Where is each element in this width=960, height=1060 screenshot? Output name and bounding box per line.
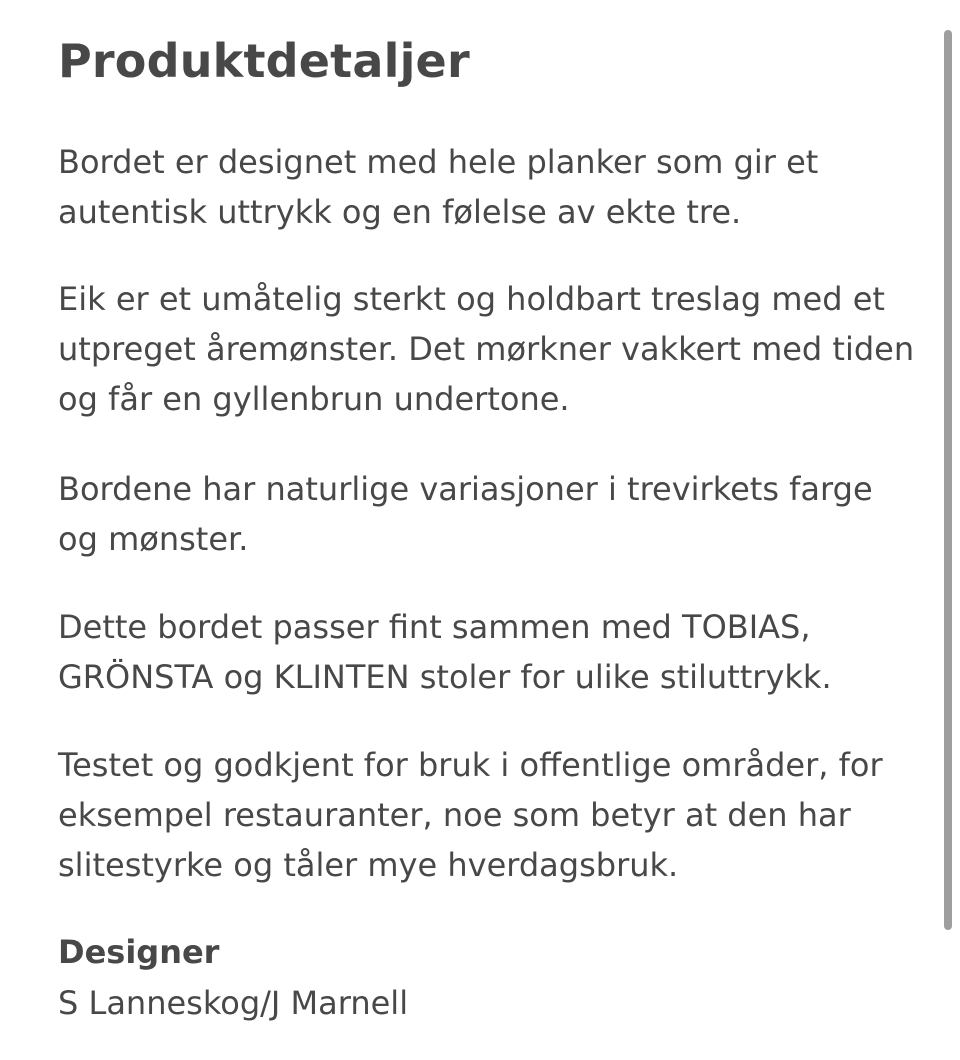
description-paragraph xyxy=(58,464,918,564)
product-details-panel xyxy=(58,0,918,1060)
paragraph-line: Dette bordet passer fint sammen med TOBIAS, xyxy=(58,608,811,646)
description-paragraph xyxy=(58,740,918,890)
page-title: Produktdetaljer xyxy=(58,34,470,88)
paragraph-line: slitestyrke og tåler mye hverdagsbruk. xyxy=(58,846,679,884)
paragraph-line: og får en gyllenbrun undertone. xyxy=(58,380,570,418)
paragraph-line: GRÖNSTA og KLINTEN stoler for ulike stiluttrykk. xyxy=(58,658,832,696)
designer-name: S Lanneskog/J Marnell xyxy=(58,984,409,1022)
paragraph-line: Eik er et umåtelig sterkt og holdbart treslag med et xyxy=(58,280,885,318)
paragraph-line: autentisk uttrykk og en følelse av ekte tre. xyxy=(58,193,742,231)
paragraph-line: og mønster. xyxy=(58,520,249,558)
paragraph-line: Bordet er designet med hele planker som gir et xyxy=(58,143,819,181)
description-paragraph xyxy=(58,137,918,237)
paragraph-line: Bordene har naturlige variasjoner i trevirkets farge xyxy=(58,470,873,508)
paragraph-line: eksempel restauranter, noe som betyr at den har xyxy=(58,796,851,834)
paragraph-line: utpreget åremønster. Det mørkner vakkert med tiden xyxy=(58,330,915,368)
paragraph-line: Testet og godkjent for bruk i offentlige områder, for xyxy=(58,746,883,784)
designer-heading: Designer xyxy=(58,933,220,971)
vertical-scrollbar[interactable] xyxy=(944,30,952,930)
description-paragraph xyxy=(58,602,918,702)
description-paragraph xyxy=(58,274,918,424)
